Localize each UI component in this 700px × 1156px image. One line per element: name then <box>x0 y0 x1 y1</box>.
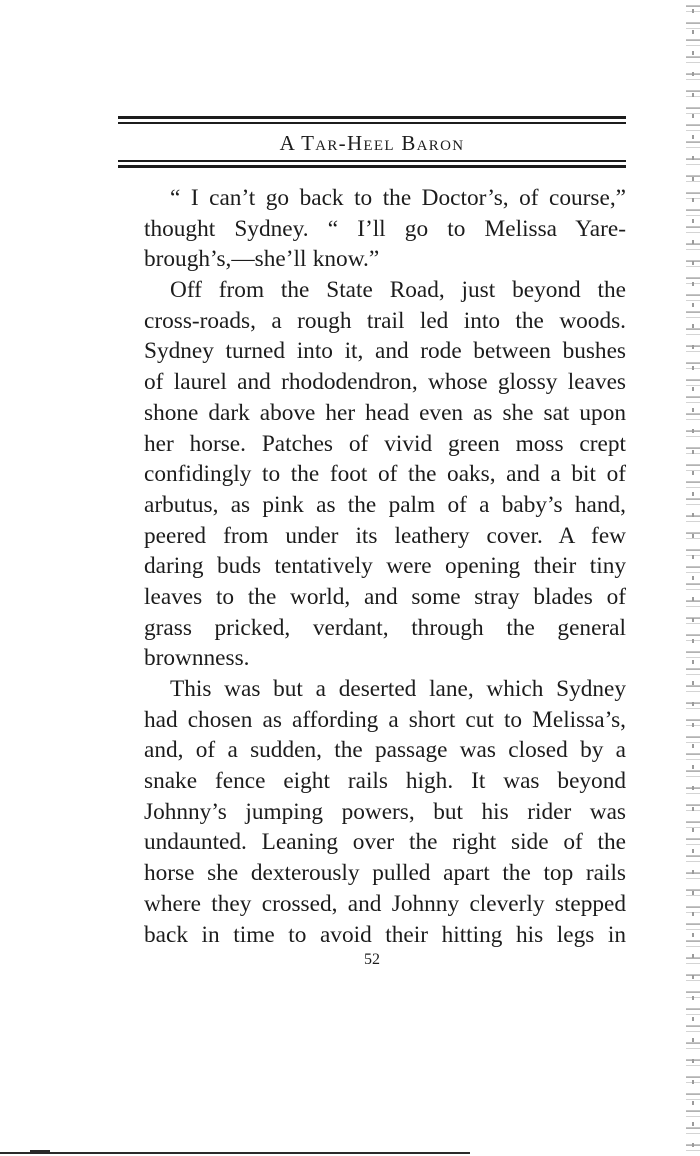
text-line: Off from the State Road, just beyond the <box>170 277 626 304</box>
text-line: where they crossed, and Johnny cleverly stepped <box>144 890 626 917</box>
page-edge-scan-artifact <box>686 0 700 1156</box>
text-line: horse she dexterously pulled apart the top rails <box>144 860 626 887</box>
text-line: undaunted. Leaning over the right side of the <box>144 829 626 856</box>
text-line: leaves to the world, and some stray blades of <box>144 583 626 610</box>
text-line: Johnny’s jumping powers, but his rider was <box>144 798 626 825</box>
text-line: shone dark above her head even as she sat upon <box>144 399 626 426</box>
text-line: brough’s,—she’ll know.” <box>144 246 380 273</box>
text-line: This was but a deserted lane, which Sydney <box>170 676 626 702</box>
paragraph-1 <box>120 183 626 275</box>
header-rule-top-thick <box>118 116 626 119</box>
text-line: brownness. <box>144 645 250 672</box>
scan-bottom-line <box>0 1152 470 1154</box>
text-line: had chosen as affording a short cut to Melissa’s, <box>144 706 626 733</box>
header-rule-bottom-thin <box>118 160 626 162</box>
header-rule-bottom-thick <box>118 165 626 168</box>
body-text <box>120 183 626 950</box>
running-head <box>118 130 626 156</box>
page-number: 52 <box>364 951 380 968</box>
text-line: grass pricked, verdant, through the general <box>144 614 626 641</box>
text-line: snake fence eight rails high. It was beyond <box>144 768 626 795</box>
paragraph-2 <box>120 275 626 674</box>
text-line: “ I can’t go back to the Doctor’s, of course,” <box>170 185 626 211</box>
text-line: of laurel and rhododendron, whose glossy leaves <box>144 369 626 396</box>
text-line: and, of a sudden, the passage was closed by a <box>144 737 626 764</box>
text-line: cross-roads, a rough trail led into the woods. <box>144 307 626 334</box>
text-line: confidingly to the foot of the oaks, and a bit of <box>144 461 626 488</box>
text-line: back in time to avoid their hitting his legs in <box>144 921 626 948</box>
text-line: peered from under its leathery cover. A few <box>144 522 626 549</box>
header-rule-top-thin <box>118 122 626 124</box>
running-head-text: A Tar-Heel Baron <box>279 131 465 155</box>
text-line: daring buds tentatively were opening their tiny <box>144 553 626 580</box>
text-line: Sydney turned into it, and rode between bushes <box>144 338 626 365</box>
text-line: her horse. Patches of vivid green moss crept <box>144 430 626 457</box>
text-line: arbutus, as pink as the palm of a baby’s hand, <box>144 491 626 518</box>
paragraph-3 <box>120 674 626 950</box>
text-line: thought Sydney. “ I’ll go to Melissa Yare- <box>144 215 626 242</box>
